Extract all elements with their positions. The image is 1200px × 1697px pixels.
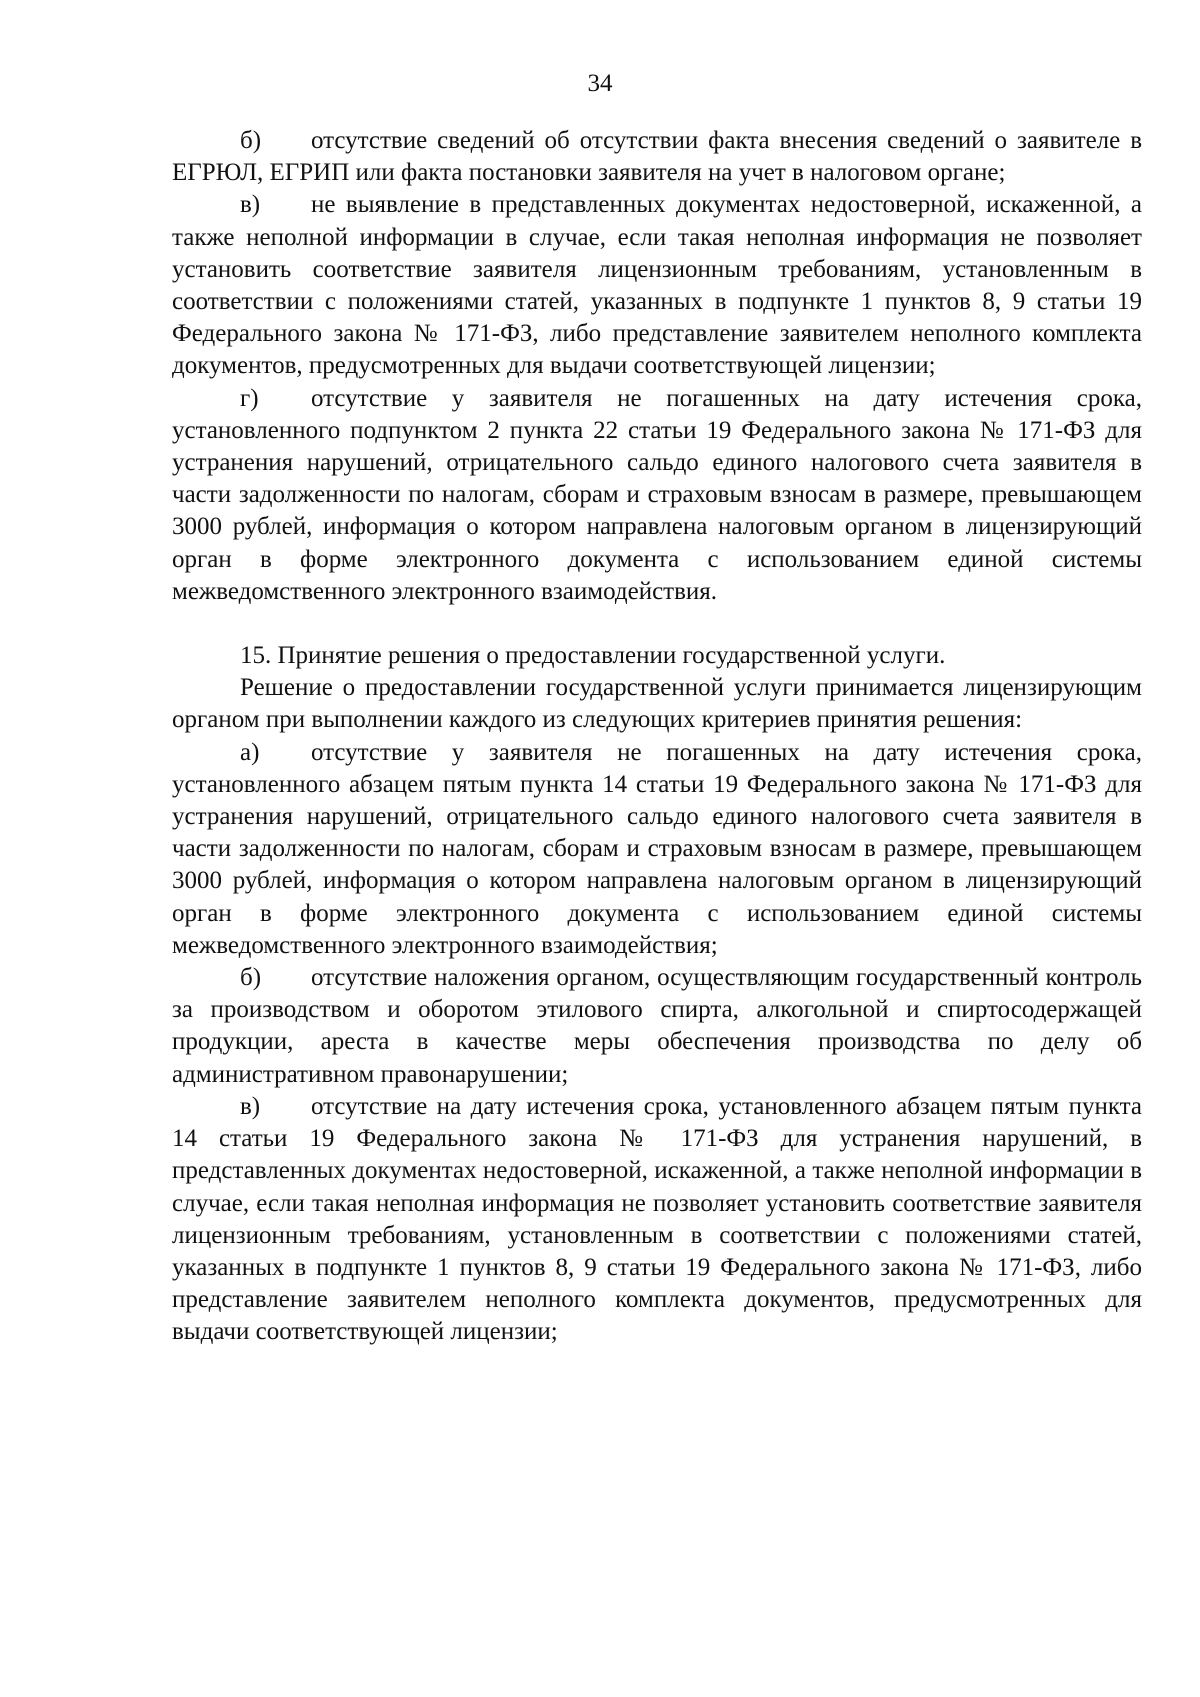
item-text: не выявление в представленных документах недостоверной, искаженной, а также неполной информации в случае, если такая неполная информация не позволяет установить соответствие заявителя лицензионным требованиям, установленным в соответствии с положениями статей, указанных в подпункте 1 пунктов 8, 9 статьи 19 Федерального закона № 171-ФЗ, либо представление заявителем неполного комплекта документов, предусмотренных для выдачи соответствующей лицензии; — [172, 191, 1142, 380]
item-text: отсутствие на дату истечения срока, установленного абзацем пятым пункта 14 статьи 19 Федерального закона № 171-ФЗ для устранения нарушений, в представленных документах недостоверной, искаженной, а также неполной информации в случае, если такая неполная информация не позволяет установить соответствие заявителя лицензионным требованиям, установленным в соответствии с положениями статей, указанных в подпункте 1 пунктов 8, 9 статьи 19 Федерального закона № 171-ФЗ, либо представление заявителем неполного комплекта документов, предусмотренных для выдачи соответствующей лицензии; — [172, 1092, 1142, 1346]
section-heading: 15. Принятие решения о предоставлении государственной услуги. — [240, 642, 946, 670]
criterion-item-v — [172, 1091, 1142, 1349]
list-item-v — [172, 189, 1142, 382]
item-marker: а) — [240, 738, 260, 766]
item-text: отсутствие у заявителя не погашенных на дату истечения срока, установленного подпунктом 2 пункта 22 статьи 19 Федерального закона № 171-ФЗ для устранения нарушений, отрицательного сальдо единого налогового счета заявителя в части задолженности по налогам, сборам и страховым взносам в размере, превышающем 3000 рублей, информация о котором направлена налоговым органом в лицензирующий орган в форме электронного документа с использованием единой системы межведомственного электронного взаимодействия. — [172, 384, 1142, 605]
item-marker: б) — [240, 127, 262, 154]
list-item-b — [172, 125, 1142, 189]
item-text: отсутствие наложения органом, осуществляющим государственный контроль за производством и оборотом этилового спирта, алкогольной и спиртосодержащей продукции, ареста в качестве меры обеспечения производства по делу об административном правонарушении; — [172, 964, 1142, 1088]
page-number: 34 — [587, 70, 613, 97]
item-text: отсутствие сведений об отсутствии факта внесения сведений о заявителе в ЕГРЮЛ, ЕГРИП или факта постановки заявителя на учет в налоговом органе; — [172, 127, 1142, 187]
item-text: отсутствие у заявителя не погашенных на дату истечения срока, установленного абзацем пятым пункта 14 статьи 19 Федерального закона № 171-ФЗ для устранения нарушений, отрицательного сальдо единого налогового счета заявителя в части задолженности по налогам, сборам и страховым взносам в размере, превышающем 3000 рублей, информация о котором направлена налоговым органом в лицензирующий орган в форме электронного документа с использованием единой системы межведомственного электронного взаимодействия; — [172, 738, 1142, 959]
criterion-item-b — [172, 962, 1142, 1091]
item-marker: в) — [240, 191, 261, 219]
item-marker: б) — [240, 964, 262, 992]
document-body — [172, 125, 1142, 1349]
item-marker: в) — [240, 1092, 261, 1120]
criterion-item-a — [172, 737, 1142, 962]
item-marker: г) — [240, 384, 259, 412]
section-intro: Решение о предоставлении государственной услуги принимается лицензирующим органом при выполнении каждого из следующих критериев принятия решения: — [172, 674, 1142, 734]
list-item-g — [172, 383, 1142, 608]
